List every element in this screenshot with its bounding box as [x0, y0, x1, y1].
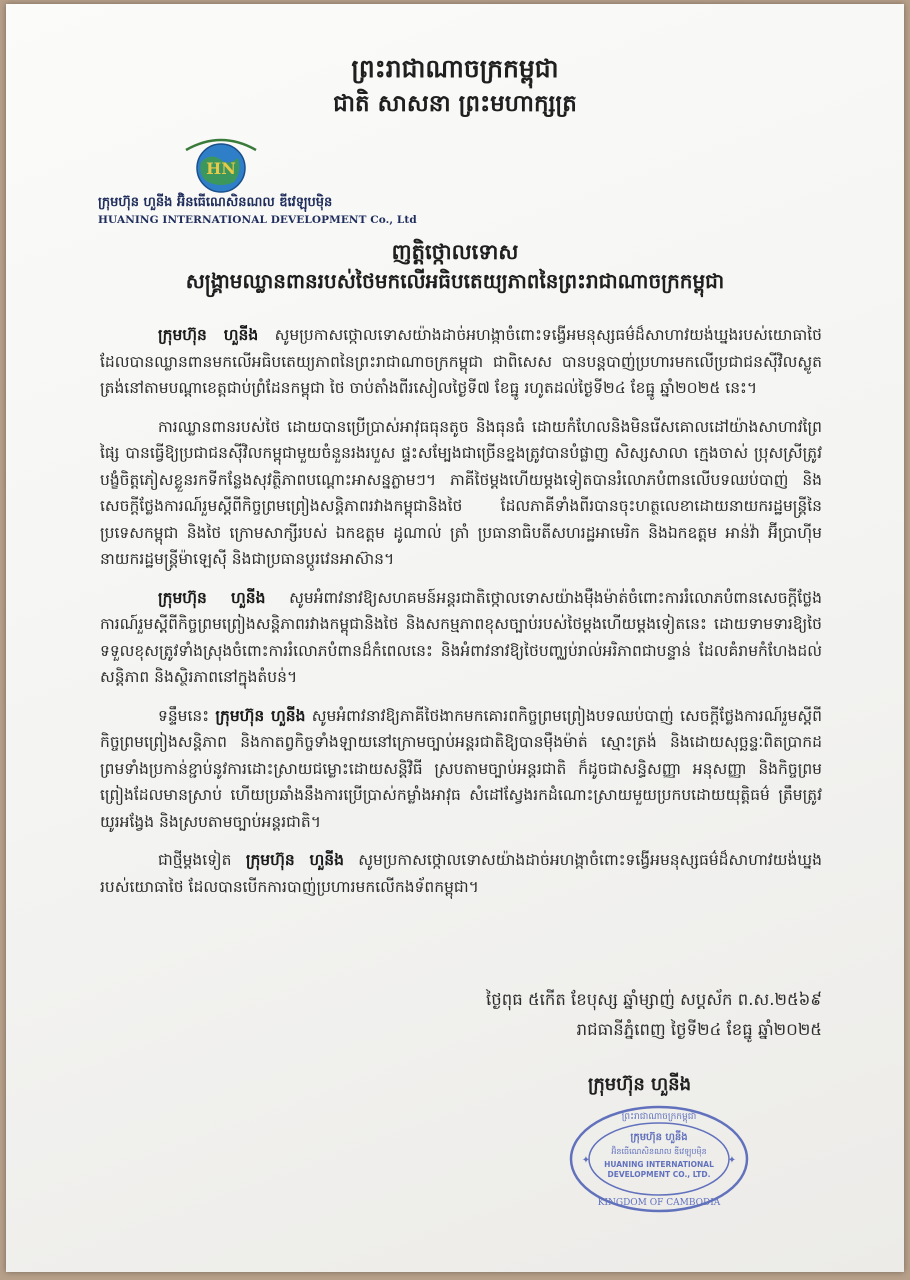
paragraph-3: [100, 585, 822, 691]
company-name-inline: ក្រុមហ៊ុន ហួនីង: [245, 851, 344, 869]
logo-letters: HN: [206, 159, 236, 178]
stamp-english-line-1: HUANING INTERNATIONAL: [604, 1160, 714, 1169]
stamp-khmer-name: ក្រុមហ៊ុន ហួនីង: [630, 1132, 688, 1143]
paragraph-4: [100, 703, 822, 836]
paragraph-lead: ទន្ទឹមនេះ: [158, 706, 216, 725]
solar-date: រាជធានីភ្នំពេញ ថ្ងៃទី២៤ ខែធ្នូ ឆ្នាំ២០២៥: [576, 1020, 822, 1039]
paragraph-text: សូមប្រកាសថ្កោលទោសយ៉ាងដាច់អហង្កាចំពោះទង្វើអមនុស្សធម៌ដ៏សាហាវយង់ឃ្នងរបស់យោធាថៃ ដែលបានឈ្លានពានមកលើអធិបតេយ្យភាពនៃព្រះរាជាណាចក្រកម្ពុជា ជាពិសេស បានបន្តបាញ់ប្រហារមកលើប្រជាជនស៊ីវិលស្លូតត្រង់នៅតាមបណ្តាខេត្តជាប់ព្រំដែនកម្ពុជា ថៃ ចាប់តាំងពីរសៀលថ្ងៃទី៧ ខែធ្នូ រហូតដល់ថ្ងៃទី២៤ ខែធ្នូ ឆ្នាំ២០២៥ នេះ។: [100, 326, 822, 397]
company-name-inline: ក្រុមហ៊ុន ហួនីង: [158, 588, 266, 607]
signatory-name: ក្រុមហ៊ុន ហួនីង: [588, 1074, 692, 1095]
stamp-star-icon: ✦: [581, 1155, 591, 1166]
company-logo: [176, 132, 266, 196]
document-page: [6, 4, 904, 1272]
paragraph-lead: ជាថ្មីម្តងទៀត: [158, 851, 246, 869]
stamp-english-line-2: DEVELOPMENT CO., LTD.: [607, 1170, 711, 1179]
company-name-english: HUANING INTERNATIONAL DEVELOPMENT Co., Ltd: [98, 214, 417, 226]
lunar-date: ថ្ងៃពុធ ៥កើត ខែបុស្ស ឆ្នាំម្សាញ់ សប្តស័ក ព.ស.២៥៦៩: [486, 990, 822, 1009]
kingdom-heading: ព្រះរាជាណាចក្រកម្ពុជា: [351, 54, 559, 83]
company-name-inline: ក្រុមហ៊ុន ហួនីង: [215, 706, 306, 725]
paragraph-1: [100, 322, 822, 402]
company-name-inline: ក្រុមហ៊ុន ហួនីង: [158, 326, 259, 344]
paragraph-text: សូមអំពាវនាវឱ្យភាគីថៃងាកមកគោរពកិច្ចព្រមព្រៀងបទឈប់បាញ់ សេចក្តីថ្លែងការណ៍រួមស្តីពីកិច្ចព្រមព្រៀងសន្តិភាព និងកាតព្វកិច្ចទាំងឡាយនៅក្រោមច្បាប់អន្តរជាតិឱ្យបានម៉ឺងម៉ាត់ ស្មោះត្រង់ និងដោយសុច្ឆន្ទៈពិតប្រាកដ ព្រមទាំងប្រកាន់ខ្ជាប់នូវការដោះស្រាយជម្លោះដោយសន្តិវិធី ស្របតាមច្បាប់អន្តរជាតិ ក៏ដូចជាសន្ធិសញ្ញា អនុសញ្ញា និងកិច្ចព្រមព្រៀងដែលមានស្រាប់ ហើយប្រឆាំងនឹងការប្រើប្រាស់កម្លាំងអាវុធ សំដៅស្វែងរកដំណោះស្រាយមួយប្រកបដោយយុត្តិធម៌ ត្រឹមត្រូវ យូរអង្វែង និងស្របតាមច្បាប់អន្តរជាតិ។: [100, 706, 822, 831]
stamp-star-icon: ✦: [727, 1155, 737, 1166]
paragraph-5: [100, 847, 822, 900]
stamp-khmer-sub: អ៊ិនធើណេសិនណល ឌីវេឡុបម៉ិន: [611, 1147, 707, 1156]
document-title: ញត្តិថ្កោលទោស: [391, 240, 519, 264]
paragraph-2: [100, 414, 822, 573]
company-name-khmer: ក្រុមហ៊ុន ហួនីង អ៊ិនធើណេសិនណល ឌីវេឡុបម៉ិន: [98, 195, 333, 210]
paragraph-text: សូមប្រកាសថ្កោលទោសយ៉ាងដាច់អហង្កាចំពោះទង្វើអមនុស្សធម៌ដ៏សាហាវយង់ឃ្នងរបស់យោធាថៃ ដែលបានបើកការបាញ់ប្រហារមកលើកងទ័ពកម្ពុជា។: [100, 851, 822, 896]
document-subtitle: សង្គ្រាមឈ្លានពានរបស់ថៃមកលើអធិបតេយ្យភាពនៃព្រះរាជាណាចក្រកម្ពុជា: [185, 269, 725, 293]
national-motto: ជាតិ សាសនា ព្រះមហាក្សត្រ: [333, 90, 577, 117]
stamp-bottom-text: KINGDOM OF CAMBODIA: [597, 1198, 721, 1208]
paragraph-text: ការឈ្លានពានរបស់ថៃ ដោយបានប្រើប្រាស់អាវុធធុនតូច និងធុនធំ ដោយកំហែលនិងមិនរើសគោលដៅយ៉ាងសាហាវព្រៃផ្សៃ បានធ្វើឱ្យប្រជាជនស៊ីវិលកម្ពុជាមួយចំនួនរងរបួស ផ្ទះសម្បែងជាច្រើនខ្នងត្រូវបានបំផ្លាញ សិស្សសាលា ក្មេងចាស់ ប្រុសស្រីត្រូវបង្ខំចិត្តភៀសខ្លួនរកទីកន្លែងសុវត្ថិភាពបណ្តោះអាសន្នភ្លាមៗ។ ភាគីថៃម្តងហើយម្តងទៀតបានរំលោភបំពានលើបទឈប់បាញ់ និងសេចក្តីថ្លែងការណ៍រួមស្តីពីកិច្ចព្រមព្រៀងសន្តិភាពរវាងកម្ពុជានិងថៃ ដែលភាគីទាំងពីរបានចុះហត្ថលេខាដោយនាយករដ្ឋមន្ត្រីនៃប្រទេសកម្ពុជា និងថៃ ក្រោមសាក្សីរបស់ ឯកឧត្តម ដូណាល់ ត្រាំ ប្រធានាធិបតីសហរដ្ឋអាមេរិក និងឯកឧត្តម អាន់វ៉ា អ៊ីប្រាហ៊ីម នាយករដ្ឋមន្ត្រីម៉ាឡេស៊ី និងជាប្រធានប្តូរវេនអាស៊ាន។: [100, 417, 822, 568]
company-stamp: [568, 1104, 750, 1214]
paragraph-text: សូមអំពាវនាវឱ្យសហគមន៍អន្តរជាតិថ្កោលទោសយ៉ាងម៉ឺងម៉ាត់ចំពោះការរំលោភបំពានសេចក្តីថ្លែងការណ៍រួមស្តីពីកិច្ចព្រមព្រៀងសន្តិភាពរវាងកម្ពុជានិងថៃ និងសកម្មភាពខុសច្បាប់របស់ថៃម្តងហើយម្តងទៀតនេះ ដោយទាមទារឱ្យថៃទទួលខុសត្រូវទាំងស្រុងចំពោះការរំលោភបំពានដ៏កំពេលនេះ និងអំពាវនាវឱ្យថៃបញ្ឈប់រាល់អរិភាពជាបន្ទាន់ ដែលគំរាមកំហែងដល់សន្តិភាព និងស្ថិរភាពនៅក្នុងតំបន់។: [100, 588, 822, 686]
document-body: [100, 322, 822, 912]
stamp-top-text: ព្រះរាជាណាចក្រកម្ពុជា: [621, 1112, 697, 1122]
